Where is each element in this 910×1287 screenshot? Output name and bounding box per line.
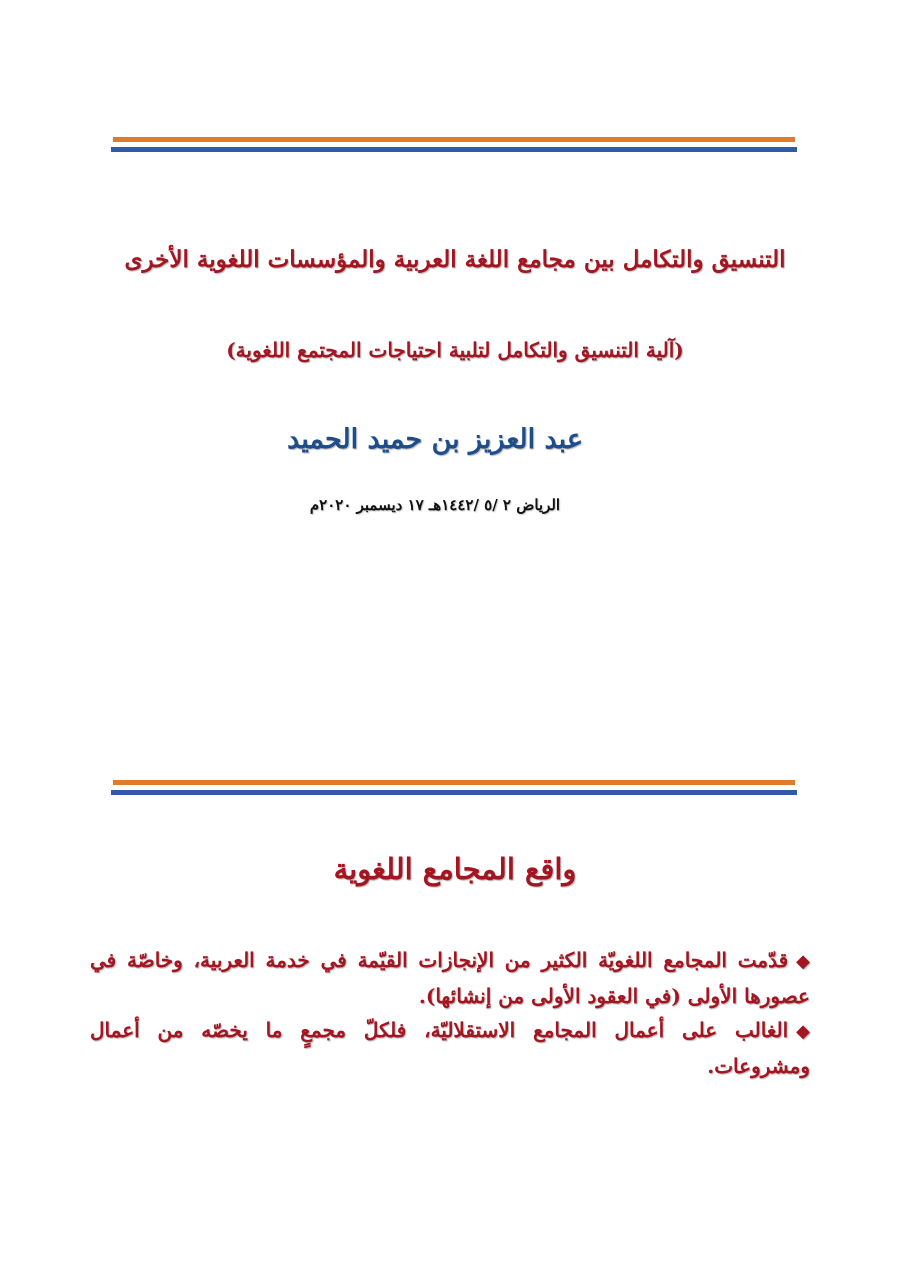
top-divider-orange-line	[113, 137, 795, 142]
middle-divider-orange-line	[113, 780, 795, 785]
top-divider-blue-line	[111, 147, 797, 152]
diamond-bullet-icon: ◆	[796, 1021, 810, 1042]
bullet-text-2: الغالب على أعمال المجامع الاستقلاليّة، فلكلّ مجمعٍ ما يخصّه من أعمال ومشروعات.	[90, 1018, 810, 1078]
bullet-item-2	[90, 1013, 810, 1083]
bullet-text-1: قدّمت المجامع اللغويّة الكثير من الإنجازات القيّمة في خدمة العربية، وخاصّة في عصورها الأولى (في العقود الأولى من إنشائها).	[90, 948, 810, 1008]
main-title: التنسيق والتكامل بين مجامع اللغة العربية والمؤسسات اللغوية الأخرى	[124, 246, 786, 273]
date-line: الرياض ٢ /٥ /١٤٤٢هـ ١٧ ديسمبر ٢٠٢٠م	[309, 496, 561, 514]
section-title: واقع المجامع اللغوية	[333, 852, 577, 886]
diamond-bullet-icon: ◆	[796, 951, 810, 972]
subtitle: (آلية التنسيق والتكامل لتلبية احتياجات المجتمع اللغوية)	[226, 338, 684, 362]
bullet-item-1	[90, 943, 810, 1013]
middle-divider-blue-line	[111, 790, 797, 795]
middle-divider	[111, 780, 797, 795]
bullet-list	[90, 943, 810, 1083]
author-name: عبد العزيز بن حميد الحميد	[287, 424, 583, 455]
top-divider	[111, 137, 797, 152]
